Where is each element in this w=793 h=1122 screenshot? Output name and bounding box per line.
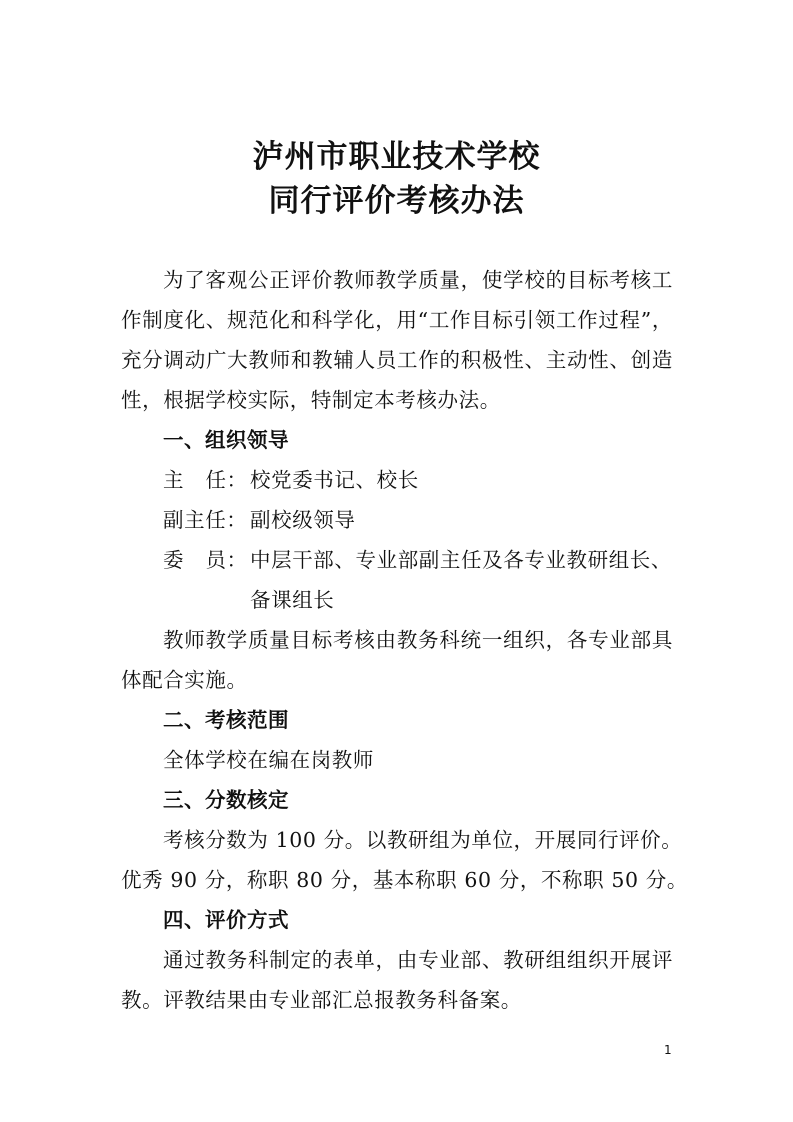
section-heading-scope: 二、考核范围 [163, 708, 289, 732]
organization-note-line-1: 教师教学质量目标考核由教务科统一组织，各专业部具 [163, 628, 673, 652]
member-value-line-1: 中层干部、专业部副主任及各专业教研组长、 [250, 548, 672, 572]
director-label: 主 任： [163, 468, 248, 492]
evaluation-line-2: 教。评教结果由专业部汇总报教务科备案。 [121, 988, 522, 1012]
intro-line-4: 性，根据学校实际，特制定本考核办法。 [121, 388, 501, 412]
organization-note-line-2: 体配合实施。 [121, 668, 248, 692]
intro-line-3: 充分调动广大教师和教辅人员工作的积极性、主动性、创造 [121, 348, 673, 372]
scoring-line-2: 优秀 90 分，称职 80 分，基本称职 60 分，不称职 50 分。 [121, 868, 688, 892]
section-heading-scoring: 三、分数核定 [163, 788, 289, 812]
director-value: 校党委书记、校长 [250, 468, 419, 492]
document-title-line-1: 泸州市职业技术学校 [252, 139, 541, 175]
section-heading-organization: 一、组织领导 [163, 428, 289, 452]
member-value-line-2: 备课组长 [250, 588, 335, 612]
scoring-line-1: 考核分数为 100 分。以教研组为单位，开展同行评价。 [163, 828, 683, 852]
deputy-director-label: 副主任： [163, 508, 248, 532]
document-title-line-2: 同行评价考核办法 [268, 183, 525, 219]
intro-line-1: 为了客观公正评价教师教学质量，使学校的目标考核工 [163, 268, 673, 292]
page-number: 1 [664, 1043, 672, 1057]
member-label: 委 员： [163, 548, 248, 572]
section-heading-evaluation-method: 四、评价方式 [163, 908, 289, 932]
evaluation-line-1: 通过教务科制定的表单，由专业部、教研组组织开展评 [163, 948, 673, 972]
deputy-director-value: 副校级领导 [250, 508, 356, 532]
scope-text: 全体学校在编在岗教师 [163, 748, 374, 772]
intro-line-2: 作制度化、规范化和科学化，用“工作目标引领工作过程”， [121, 308, 673, 332]
